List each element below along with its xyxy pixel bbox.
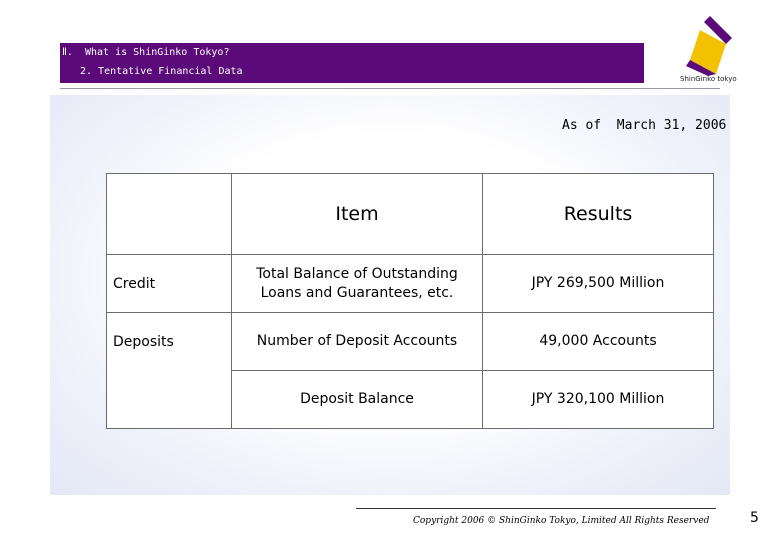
slide-title: 2. Tentative Financial Data — [80, 66, 243, 77]
item-cell: Deposit Balance — [232, 371, 483, 429]
table-row — [107, 371, 714, 429]
result-cell: JPY 269,500 Million — [483, 255, 714, 313]
category-cell: Credit — [107, 255, 232, 313]
header-cell-results: Results — [483, 174, 714, 255]
header-divider — [60, 88, 720, 89]
table-row — [107, 313, 714, 371]
table-row — [107, 255, 714, 313]
category-cell — [107, 371, 232, 429]
page-number: 5 — [750, 510, 759, 526]
table-header-row — [107, 174, 714, 255]
company-logo-icon — [680, 16, 740, 76]
header-cell-item: Item — [232, 174, 483, 255]
logo-text: ShinGinko tokyo — [680, 75, 737, 83]
result-cell: 49,000 Accounts — [483, 313, 714, 371]
item-cell — [232, 255, 483, 313]
result-cell: JPY 320,100 Million — [483, 371, 714, 429]
section-title: Ⅱ. What is ShinGinko Tokyo? — [62, 47, 230, 58]
as-of-date: As of March 31, 2006 — [562, 118, 727, 133]
item-cell: Number of Deposit Accounts — [232, 313, 483, 371]
financial-data-table — [106, 173, 714, 429]
header-cell-blank — [107, 174, 232, 255]
category-cell: Deposits — [107, 313, 232, 371]
item-text: Total Balance of Outstanding Loans and Guarantees, etc. — [256, 265, 458, 301]
copyright-footer: Copyright 2006 © ShinGinko Tokyo, Limited All Rights Reserved — [413, 516, 710, 526]
footer-divider — [356, 508, 716, 509]
